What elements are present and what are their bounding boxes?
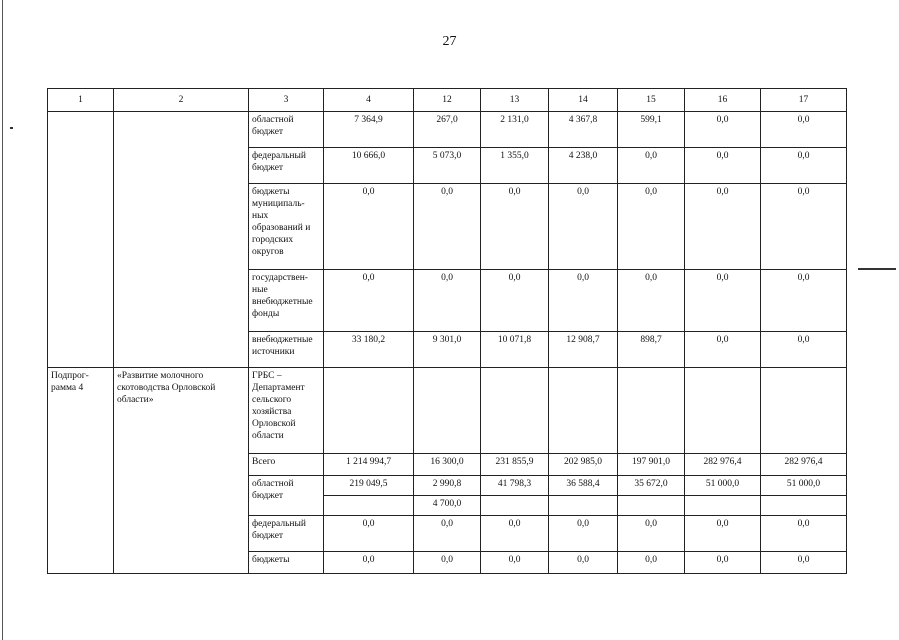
value-cell: 0,0 bbox=[618, 184, 685, 270]
value-cell: 0,0 bbox=[324, 552, 414, 574]
value-cell: 36 588,4 bbox=[549, 476, 618, 496]
value-cell: 0,0 bbox=[685, 112, 761, 148]
value-cell: 10 071,8 bbox=[481, 332, 549, 368]
empty-cell bbox=[114, 112, 249, 368]
value-cell: 0,0 bbox=[618, 516, 685, 552]
value-cell: 0,0 bbox=[481, 270, 549, 332]
header-cell: 12 bbox=[414, 89, 481, 112]
value-cell: 197 901,0 bbox=[618, 454, 685, 476]
value-cell: 0,0 bbox=[324, 184, 414, 270]
source-label: государствен-ные внебюджетные фонды bbox=[249, 270, 324, 332]
value-cell: 0,0 bbox=[414, 184, 481, 270]
source-label: Всего bbox=[249, 454, 324, 476]
value-cell: 0,0 bbox=[414, 516, 481, 552]
empty-cell bbox=[48, 112, 114, 368]
source-label: бюджеты bbox=[249, 552, 324, 574]
value-cell: 0,0 bbox=[761, 552, 847, 574]
value-cell: 0,0 bbox=[324, 270, 414, 332]
empty-cell bbox=[324, 496, 414, 516]
value-cell: 0,0 bbox=[549, 552, 618, 574]
empty-cell bbox=[761, 496, 847, 516]
empty-cell bbox=[481, 496, 549, 516]
value-cell: 41 798,3 bbox=[481, 476, 549, 496]
value-cell: 7 364,9 bbox=[324, 112, 414, 148]
source-label: областной бюджет bbox=[249, 112, 324, 148]
header-cell: 1 bbox=[48, 89, 114, 112]
value-cell: 0,0 bbox=[618, 270, 685, 332]
table-row bbox=[48, 112, 847, 148]
value-cell: 4 367,8 bbox=[549, 112, 618, 148]
value-cell: 267,0 bbox=[414, 112, 481, 148]
value-cell: 0,0 bbox=[685, 270, 761, 332]
source-label: внебюджетные источники bbox=[249, 332, 324, 368]
grbs-label: ГРБС – Департамент сельского хозяйства Орловской области bbox=[249, 368, 324, 454]
scan-speck bbox=[10, 127, 13, 129]
page-number: 27 bbox=[442, 34, 457, 49]
value-cell: 33 180,2 bbox=[324, 332, 414, 368]
header-cell: 2 bbox=[114, 89, 249, 112]
value-cell: 1 355,0 bbox=[481, 148, 549, 184]
value-cell: 219 049,5 bbox=[324, 476, 414, 496]
value-cell: 0,0 bbox=[761, 112, 847, 148]
value-cell: 10 666,0 bbox=[324, 148, 414, 184]
empty-cell bbox=[414, 368, 481, 454]
value-cell: 898,7 bbox=[618, 332, 685, 368]
header-cell: 4 bbox=[324, 89, 414, 112]
empty-cell bbox=[618, 496, 685, 516]
value-cell: 0,0 bbox=[549, 184, 618, 270]
value-cell: 0,0 bbox=[549, 516, 618, 552]
value-cell: 0,0 bbox=[481, 516, 549, 552]
value-cell: 0,0 bbox=[685, 184, 761, 270]
value-cell: 16 300,0 bbox=[414, 454, 481, 476]
header-cell: 17 bbox=[761, 89, 847, 112]
value-cell: 0,0 bbox=[761, 516, 847, 552]
value-cell: 51 000,0 bbox=[685, 476, 761, 496]
value-cell: 282 976,4 bbox=[761, 454, 847, 476]
value-cell: 35 672,0 bbox=[618, 476, 685, 496]
value-cell: 4 238,0 bbox=[549, 148, 618, 184]
value-cell: 0,0 bbox=[414, 270, 481, 332]
value-cell: 0,0 bbox=[685, 516, 761, 552]
subprogram-number: Подпрог-рамма 4 bbox=[48, 368, 114, 574]
header-cell: 16 bbox=[685, 89, 761, 112]
value-cell: 4 700,0 bbox=[414, 496, 481, 516]
value-cell: 0,0 bbox=[761, 184, 847, 270]
value-cell: 282 976,4 bbox=[685, 454, 761, 476]
header-cell: 15 bbox=[618, 89, 685, 112]
empty-cell bbox=[618, 368, 685, 454]
value-cell: 0,0 bbox=[685, 332, 761, 368]
header-cell: 14 bbox=[549, 89, 618, 112]
header-cell: 13 bbox=[481, 89, 549, 112]
budget-table bbox=[47, 88, 847, 574]
empty-cell bbox=[761, 368, 847, 454]
value-cell: 599,1 bbox=[618, 112, 685, 148]
value-cell: 202 985,0 bbox=[549, 454, 618, 476]
value-cell: 5 073,0 bbox=[414, 148, 481, 184]
source-label: областной бюджет bbox=[249, 476, 324, 516]
value-cell: 0,0 bbox=[324, 516, 414, 552]
scan-left-edge bbox=[2, 0, 3, 640]
value-cell: 0,0 bbox=[618, 148, 685, 184]
value-cell: 0,0 bbox=[761, 270, 847, 332]
value-cell: 0,0 bbox=[685, 552, 761, 574]
value-cell: 0,0 bbox=[761, 148, 847, 184]
value-cell: 1 214 994,7 bbox=[324, 454, 414, 476]
value-cell: 0,0 bbox=[414, 552, 481, 574]
table-row bbox=[48, 368, 847, 454]
empty-cell bbox=[685, 496, 761, 516]
source-label: федеральный бюджет bbox=[249, 148, 324, 184]
source-label: бюджеты муниципаль-ных образований и городских округов bbox=[249, 184, 324, 270]
value-cell: 0,0 bbox=[481, 184, 549, 270]
empty-cell bbox=[324, 368, 414, 454]
empty-cell bbox=[549, 368, 618, 454]
empty-cell bbox=[549, 496, 618, 516]
header-row bbox=[48, 89, 847, 112]
value-cell: 0,0 bbox=[481, 552, 549, 574]
empty-cell bbox=[481, 368, 549, 454]
value-cell: 2 990,8 bbox=[414, 476, 481, 496]
value-cell: 0,0 bbox=[761, 332, 847, 368]
value-cell: 2 131,0 bbox=[481, 112, 549, 148]
header-cell: 3 bbox=[249, 89, 324, 112]
subprogram-title: «Развитие молочного скотоводства Орловской области» bbox=[114, 368, 249, 574]
value-cell: 51 000,0 bbox=[761, 476, 847, 496]
value-cell: 231 855,9 bbox=[481, 454, 549, 476]
source-label: федеральный бюджет bbox=[249, 516, 324, 552]
value-cell: 0,0 bbox=[618, 552, 685, 574]
value-cell: 12 908,7 bbox=[549, 332, 618, 368]
value-cell: 9 301,0 bbox=[414, 332, 481, 368]
value-cell: 0,0 bbox=[549, 270, 618, 332]
value-cell: 0,0 bbox=[685, 148, 761, 184]
scan-streak bbox=[858, 268, 896, 270]
empty-cell bbox=[685, 368, 761, 454]
